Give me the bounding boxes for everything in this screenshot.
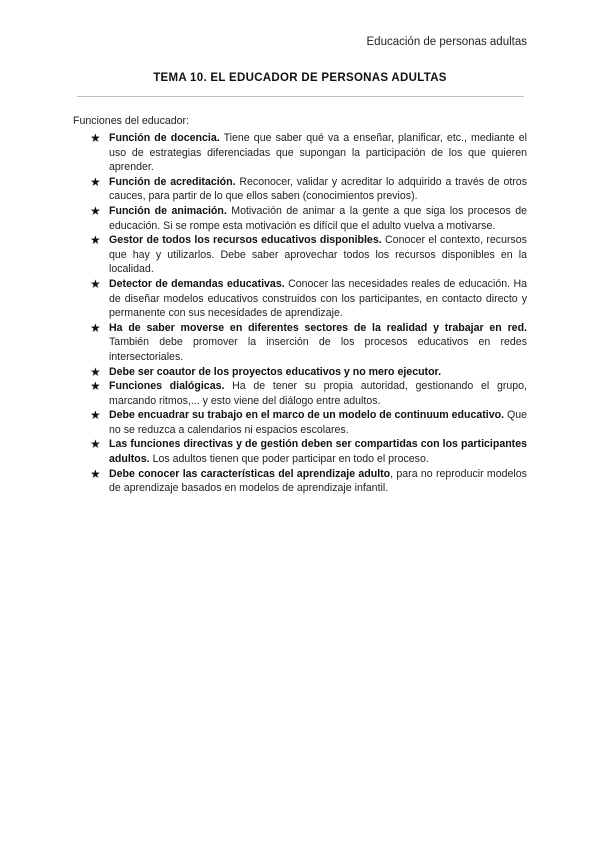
item-heading: Debe ser coautor de los proyectos educativos y no mero ejecutor. xyxy=(109,365,442,378)
list-item xyxy=(90,365,527,380)
list-item xyxy=(90,467,527,496)
item-heading: Detector de demandas educativas. xyxy=(109,277,285,290)
item-heading: Función de docencia. xyxy=(109,132,220,144)
star-icon: ★ xyxy=(90,320,101,335)
item-description: Conocer las necesidades reales de educación. Ha de diseñar modelos educativos construidos con los participantes, en contacto directo y permanente con sus necesidades de aprendizaje. xyxy=(109,277,527,320)
star-icon: ★ xyxy=(90,203,101,218)
star-icon: ★ xyxy=(90,408,101,423)
list-item xyxy=(90,175,527,204)
intro-text: Funciones del educador: xyxy=(73,115,190,127)
star-icon: ★ xyxy=(90,437,101,452)
functions-list xyxy=(90,131,527,496)
list-item xyxy=(90,233,527,277)
item-heading: Debe conocer las características del aprendizaje adulto xyxy=(109,467,391,480)
item-description: Motivación de animar a la gente a que siga los procesos de educación. Si se rompe esta motivación es difícil que el adulto vuelva a motivarse. xyxy=(109,204,527,232)
item-description: Conocer el contexto, recursos que hay y utilizarlos. Debe saber aprovechar todos los recursos disponibles en la localidad. xyxy=(109,234,527,276)
page-title: TEMA 10. EL EDUCADOR DE PERSONAS ADULTAS xyxy=(153,72,447,84)
item-heading: Funciones dialógicas. xyxy=(109,380,225,393)
item-description: Los adultos tienen que poder participar en todo el proceso. xyxy=(149,453,429,466)
star-icon: ★ xyxy=(90,174,101,189)
star-icon: ★ xyxy=(90,379,101,394)
item-description: También debe promover la inserción de los procesos educativos en redes intersectoriales. xyxy=(109,336,527,363)
star-icon: ★ xyxy=(90,233,101,248)
list-item xyxy=(90,131,527,175)
item-heading: Función de animación. xyxy=(109,204,227,217)
list-item xyxy=(90,321,527,365)
list-item xyxy=(90,204,527,233)
item-heading: Gestor de todos los recursos educativos disponibles. xyxy=(109,234,382,247)
star-icon: ★ xyxy=(90,131,101,145)
list-item xyxy=(90,277,527,321)
item-description: Reconocer, validar y acreditar lo adquirido a través de otros cauces, para partir de lo que ellos saben (conocimientos previos). xyxy=(109,175,527,203)
star-icon: ★ xyxy=(90,466,101,481)
title-divider xyxy=(77,96,524,97)
item-heading: Ha de saber moverse en diferentes sectores de la realidad y trabajar en red. xyxy=(109,321,527,334)
item-heading: Función de acreditación. xyxy=(109,175,236,188)
item-description: , para no reproducir modelos de aprendizaje basados en modelos de aprendizaje infantil. xyxy=(109,467,527,495)
item-description: Que no se reduzca a calendarios ni espacios escolares. xyxy=(109,409,528,436)
list-item xyxy=(90,437,527,466)
list-item xyxy=(90,379,527,408)
running-header: Educación de personas adultas xyxy=(366,36,527,48)
item-description: Tiene que saber qué va a enseñar, planificar, etc., mediante el uso de estrategias diferenciadas que supongan la participación de los que quieren aprender. xyxy=(109,132,527,174)
star-icon: ★ xyxy=(90,364,101,379)
item-heading: Las funciones directivas y de gestión deben ser compartidas con los participantes adultos. xyxy=(109,438,527,466)
list-item xyxy=(90,408,527,437)
item-heading: Debe encuadrar su trabajo en el marco de un modelo de continuum educativo. xyxy=(109,409,505,422)
item-description: Ha de tener su propia autoridad, gestionando el grupo, marcando ritmos,... y esto viene del diálogo entre adultos. xyxy=(109,380,527,407)
star-icon: ★ xyxy=(90,276,101,291)
